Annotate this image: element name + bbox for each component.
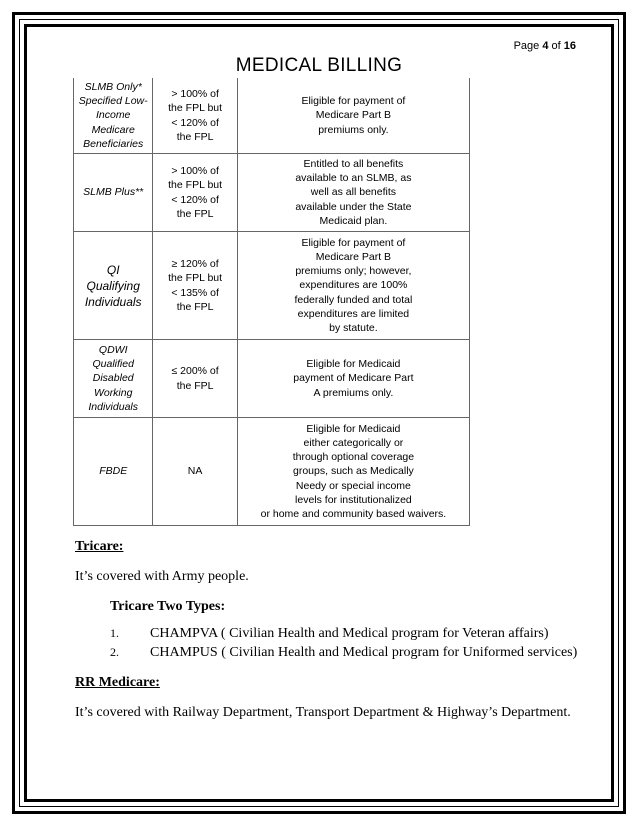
rr-medicare-heading: RR Medicare:: [75, 675, 160, 690]
list-number: 1.: [110, 626, 119, 640]
income-cell: > 100% of the FPL but < 120% of the FPL: [153, 78, 237, 154]
table-row: [74, 340, 470, 418]
benefits-cell: Eligible for Medicaid payment of Medicare Part A premiums only.: [237, 340, 469, 418]
income-cell: > 100% of the FPL but < 120% of the FPL: [153, 154, 237, 232]
program-cell: SLMB Only* Specified Low- Income Medicare Beneficiaries: [74, 78, 153, 154]
program-cell: QI Qualifying Individuals: [74, 232, 153, 340]
tricare-types-heading: Tricare Two Types:: [110, 599, 226, 614]
program-cell: FBDE: [74, 418, 153, 526]
list-number: 2.: [110, 645, 119, 659]
tricare-heading: Tricare:: [75, 539, 124, 554]
list-item: [110, 645, 577, 661]
table-row: [74, 154, 470, 232]
table-row: [74, 418, 470, 526]
income-cell: ≤ 200% of the FPL: [153, 340, 237, 418]
program-cell: SLMB Plus**: [74, 154, 153, 232]
list-text: CHAMPUS ( Civilian Health and Medical program for Uniformed services): [150, 645, 578, 660]
benefits-cell: Eligible for payment of Medicare Part B premiums only.: [237, 78, 469, 154]
benefits-cell: Eligible for payment of Medicare Part B premiums only; however, expenditures are 100% federally funded and total expenditures are limited by statute.: [237, 232, 469, 340]
income-cell: ≥ 120% of the FPL but < 135% of the FPL: [153, 232, 237, 340]
document-title: MEDICAL BILLING: [235, 55, 403, 76]
table-row: [74, 78, 470, 154]
tricare-description: It’s covered with Army people.: [75, 569, 249, 584]
rr-medicare-description: It’s covered with Railway Department, Transport Department & Highway’s Department.: [75, 705, 571, 720]
list-item: [110, 626, 549, 642]
program-cell: QDWI Qualified Disabled Working Individuals: [74, 340, 153, 418]
table-row: [74, 232, 470, 340]
list-text: CHAMPVA ( Civilian Health and Medical program for Veteran affairs): [150, 626, 549, 641]
eligibility-table: [73, 78, 470, 526]
benefits-cell: Eligible for Medicaid either categorically or through optional coverage groups, such as Medically Needy or special income levels for institutionalized or home and community based waivers.: [237, 418, 469, 526]
page-number: Page 4 of 16: [513, 40, 576, 52]
benefits-cell: Entitled to all benefits available to an SLMB, as well as all benefits available under the State Medicaid plan.: [237, 154, 469, 232]
income-cell: NA: [153, 418, 237, 526]
